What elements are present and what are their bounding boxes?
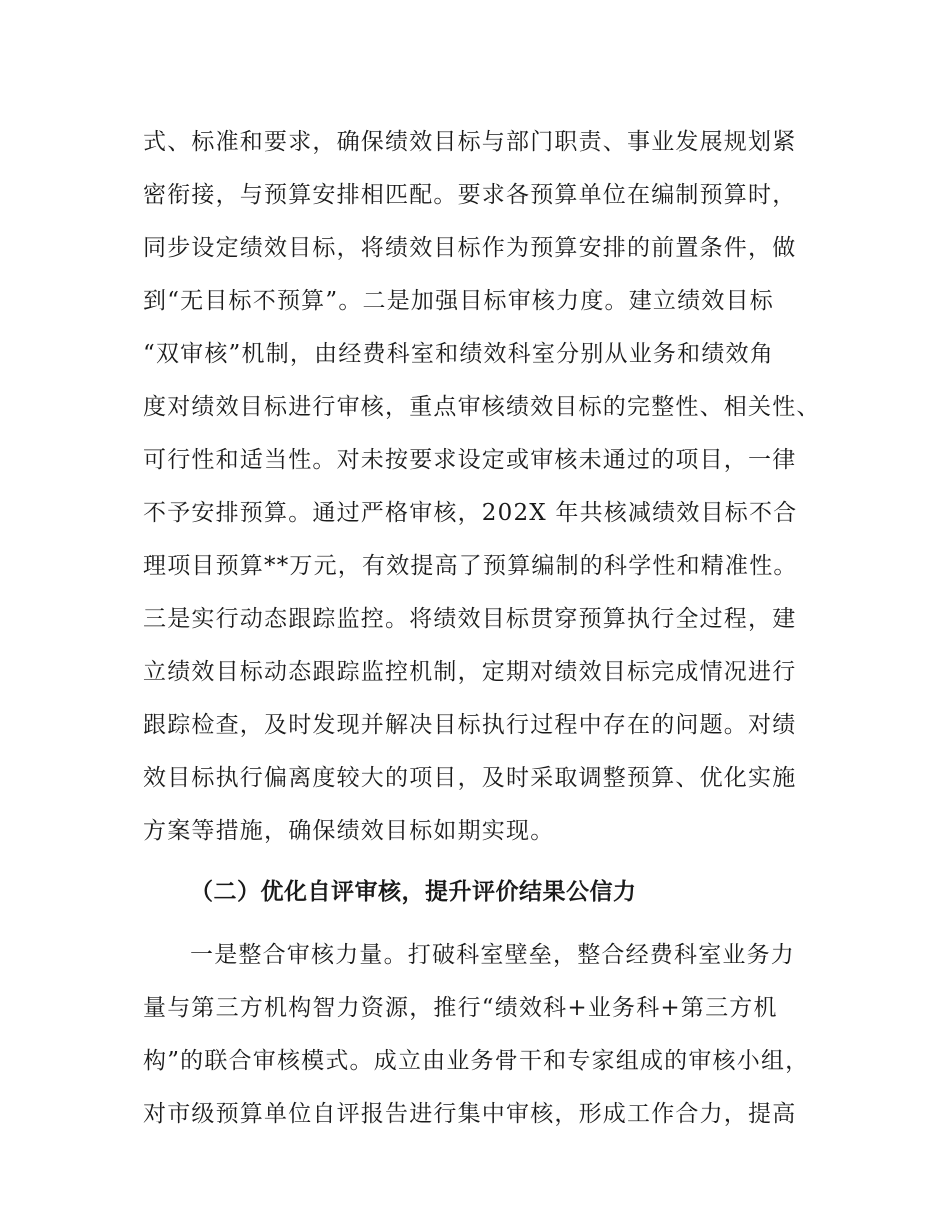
- paragraph-line: 方案等措施，确保绩效目标如期实现。: [143, 818, 555, 844]
- paragraph-line: 到“无目标不预算”。二是加强目标审核力度。建立绩效目标: [143, 288, 774, 314]
- paragraph-line: 可行性和适当性。对未按要求设定或审核未通过的项目，一律: [143, 447, 797, 473]
- paragraph-line: 不予安排预算。通过严格审核，202X 年共核减绩效目标不合: [143, 500, 798, 526]
- paragraph-line: 式、标准和要求，确保绩效目标与部门职责、事业发展规划紧: [143, 129, 797, 155]
- paragraph-line: 跟踪检查，及时发现并解决目标执行过程中存在的问题。对绩: [143, 712, 797, 738]
- paragraph-line: 一是整合审核力量。打破科室壁垒，整合经费科室业务力: [190, 942, 795, 968]
- paragraph-line: 构”的联合审核模式。成立由业务骨干和专家组成的审核小组，: [143, 1048, 810, 1074]
- paragraph-line: 理项目预算**万元，有效提高了预算编制的科学性和精准性。: [143, 553, 798, 579]
- paragraph-line: 对市级预算单位自评报告进行集中审核，形成工作合力，提高: [143, 1101, 797, 1127]
- paragraph-line: “双审核”机制，由经费科室和绩效科室分别从业务和绩效角: [143, 341, 774, 367]
- paragraph-line: 量与第三方机构智力资源，推行“绩效科+业务科+第三方机: [143, 995, 778, 1021]
- paragraph-line: 度对绩效目标进行审核，重点审核绩效目标的完整性、相关性、: [143, 394, 821, 420]
- paragraph-line: 三是实行动态跟踪监控。将绩效目标贯穿预算执行全过程，建: [143, 606, 797, 632]
- paragraph-line: 立绩效目标动态跟踪监控机制，定期对绩效目标完成情况进行: [143, 659, 797, 685]
- section-heading: （二）优化自评审核，提升评价结果公信力: [190, 879, 637, 905]
- paragraph-line: 密衔接，与预算安排相匹配。要求各预算单位在编制预算时，: [143, 182, 797, 208]
- paragraph-line: 效目标执行偏离度较大的项目，及时采取调整预算、优化实施: [143, 765, 797, 791]
- paragraph-line: 同步设定绩效目标，将绩效目标作为预算安排的前置条件，做: [143, 235, 797, 261]
